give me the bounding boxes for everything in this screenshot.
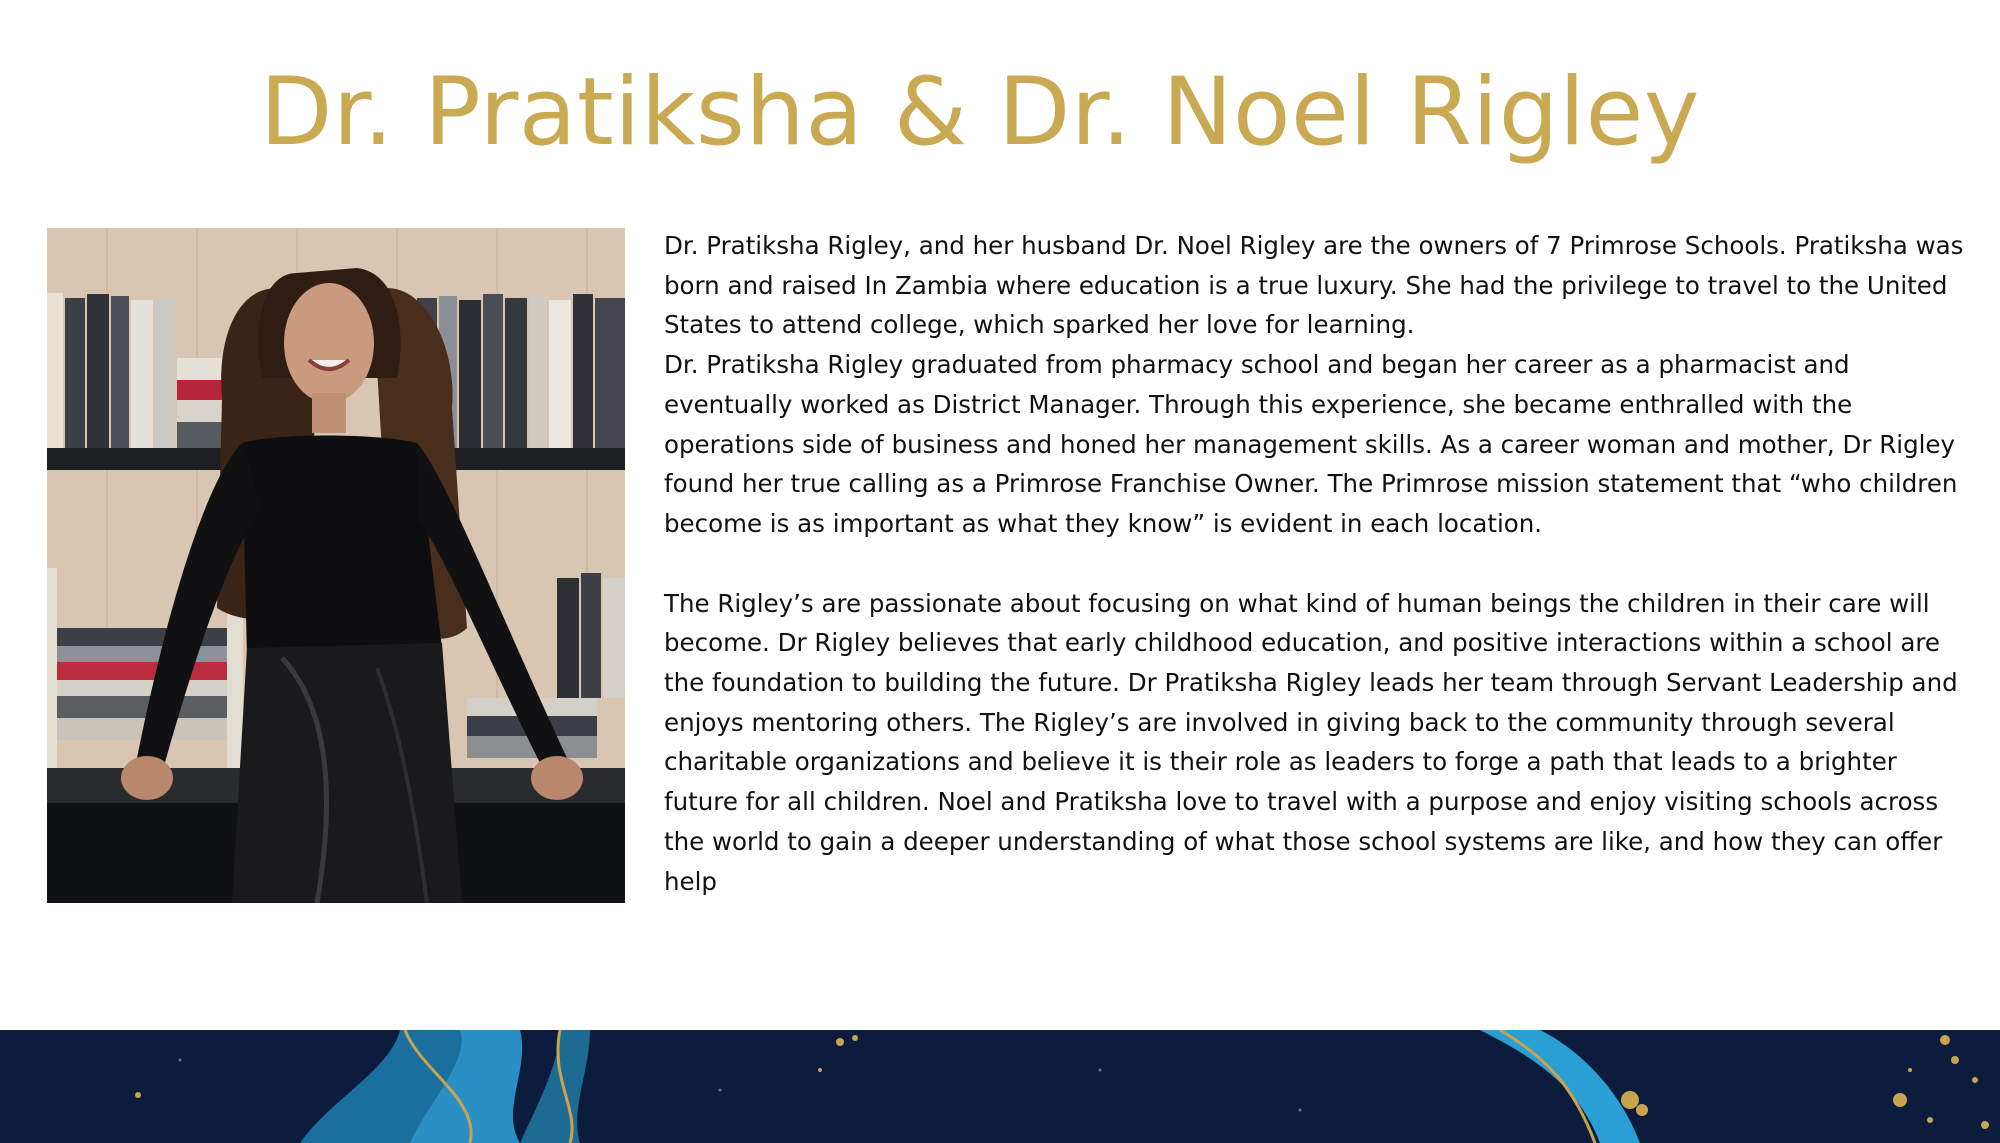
bio-paragraph-1: Dr. Pratiksha Rigley, and her husband Dr. Noel Rigley are the owners of 7 Primrose Schools. Pratiksha was born and raised In Zambia where education is a true luxury. She had the privilege to travel to the United States to attend college, which sparked her love for learning. [664,231,1964,340]
marble-pattern [0,1030,2000,1143]
portrait-image [47,228,625,903]
decorative-footer-band [0,1030,2000,1143]
bio-text [664,226,1964,901]
bio-paragraph-2: Dr. Pratiksha Rigley graduated from pharmacy school and began her career as a pharmacist and eventually worked as District Manager. Through this experience, she became enthralled with the operations side of business and honed her management skills. As a career woman and mother, Dr Rigley found her true calling as a Primrose Franchise Owner. The Primrose mission statement that “who children become is as important as what they know” is evident in each location. [664,350,1958,538]
portrait-photo [47,228,625,903]
page-title: Dr. Pratiksha & Dr. Noel Rigley [259,58,1701,167]
bio-paragraph-3: The Rigley’s are passionate about focusing on what kind of human beings the children in their care will become. Dr Rigley believes that early childhood education, and positive interactions within a school are the foundation to building the future. Dr Pratiksha Rigley leads her team through Servant Leadership and enjoys mentoring others. The Rigley’s are involved in giving back to the community through several charitable organizations and believe it is their role as leaders to forge a path that leads to a brighter future for all children. Noel and Pratiksha love to travel with a purpose and enjoy visiting schools across the world to gain a deeper understanding of what those school systems are like, and how they can offer help [664,588,1958,896]
